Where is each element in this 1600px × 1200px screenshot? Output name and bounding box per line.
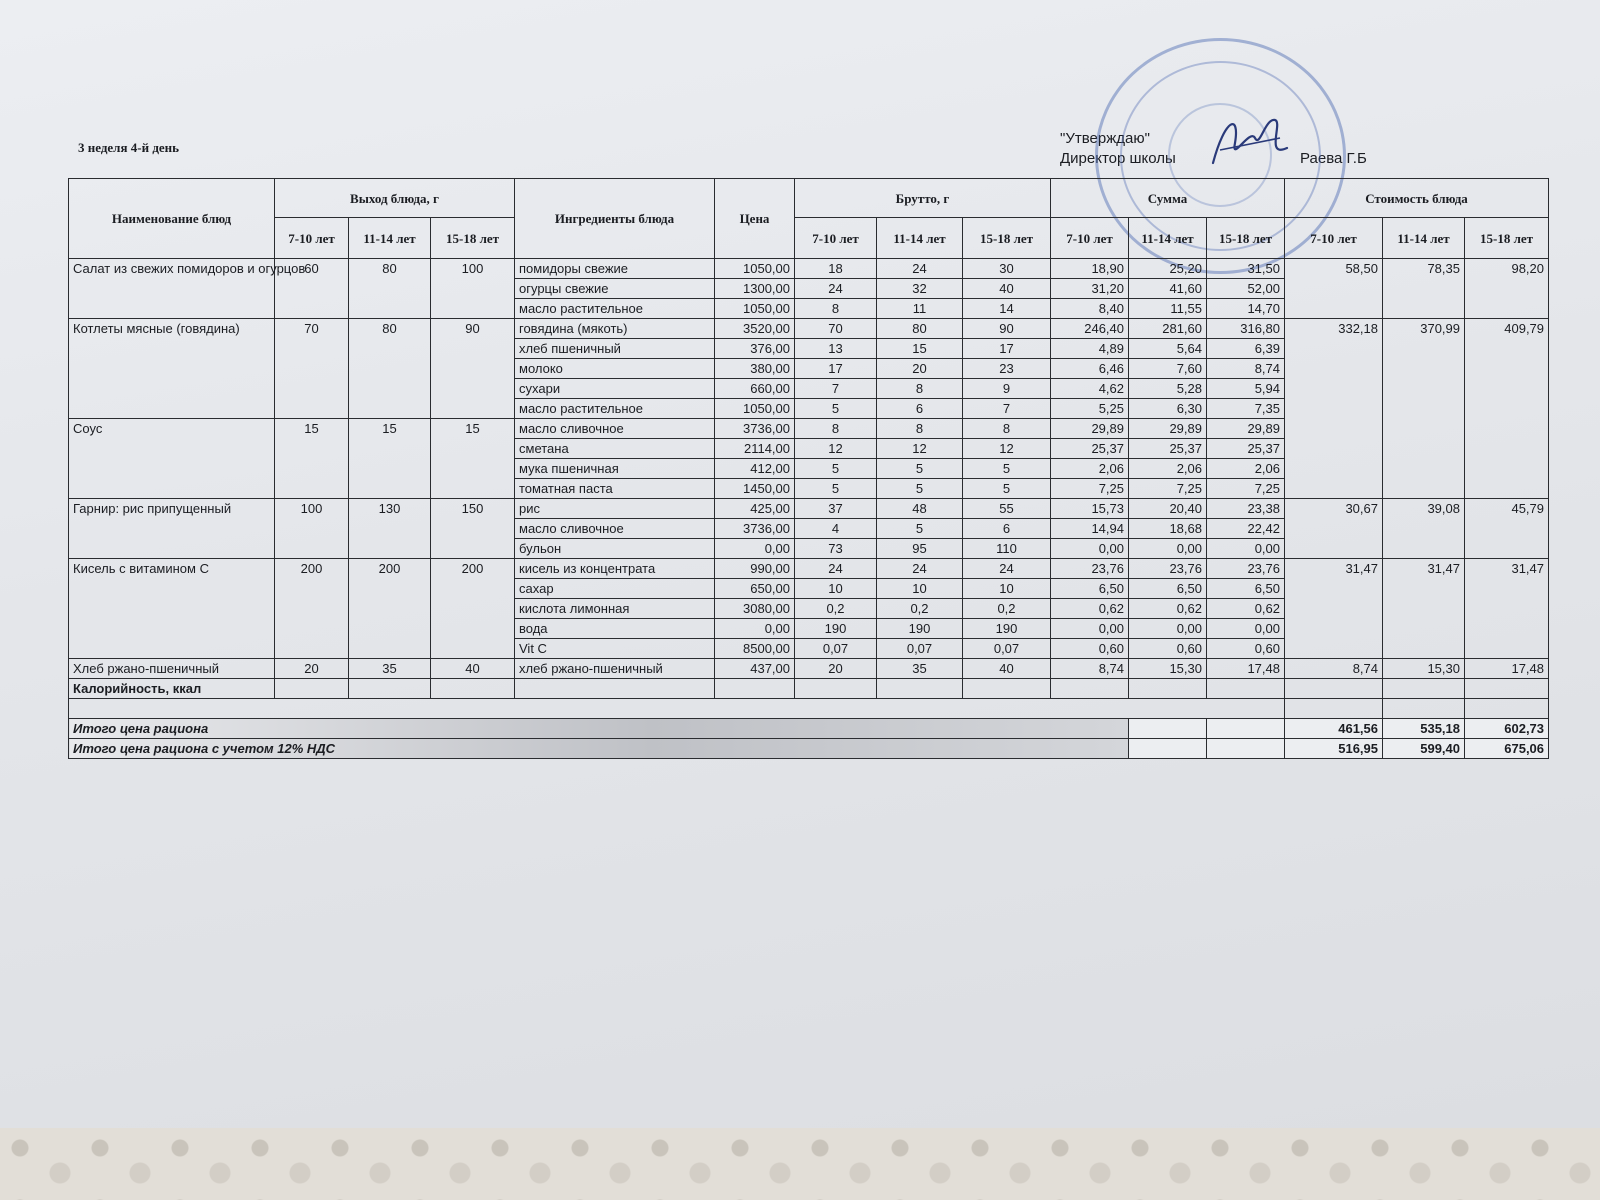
brutto-value: 18 — [795, 259, 877, 279]
col-output-header: Выход блюда, г — [275, 179, 515, 218]
table-row — [69, 659, 1549, 679]
ingredient-name: рис — [515, 499, 715, 519]
calories-row — [69, 679, 1549, 699]
brutto-value: 95 — [877, 539, 963, 559]
dish-output: 15 — [431, 419, 515, 499]
sum-value: 2,06 — [1051, 459, 1129, 479]
brutto-value: 9 — [963, 379, 1051, 399]
sum-value: 29,89 — [1051, 419, 1129, 439]
empty-cell — [1465, 679, 1549, 699]
ingredient-name: бульон — [515, 539, 715, 559]
ingredient-name: кисель из концентрата — [515, 559, 715, 579]
age-header: 7-10 лет — [1051, 218, 1129, 259]
sum-value: 7,25 — [1207, 479, 1285, 499]
menu-body — [69, 259, 1549, 759]
dish-cost: 39,08 — [1383, 499, 1465, 559]
sum-value: 7,60 — [1129, 359, 1207, 379]
brutto-value: 20 — [877, 359, 963, 379]
ingredient-name: сметана — [515, 439, 715, 459]
empty-cell — [1207, 739, 1285, 759]
sum-value: 6,46 — [1051, 359, 1129, 379]
brutto-value: 10 — [877, 579, 963, 599]
ingredient-price: 650,00 — [715, 579, 795, 599]
age-header: 11-14 лет — [1129, 218, 1207, 259]
dish-output: 80 — [349, 259, 431, 319]
dish-output: 60 — [275, 259, 349, 319]
brutto-value: 10 — [795, 579, 877, 599]
empty-cell — [795, 679, 877, 699]
ingredient-price: 425,00 — [715, 499, 795, 519]
dish-cost: 31,47 — [1285, 559, 1383, 659]
brutto-value: 5 — [963, 479, 1051, 499]
dish-cost: 31,47 — [1383, 559, 1465, 659]
sum-value: 15,30 — [1129, 659, 1207, 679]
dish-output: 15 — [349, 419, 431, 499]
sum-value: 246,40 — [1051, 319, 1129, 339]
empty-cell — [1207, 719, 1285, 739]
dish-cost: 78,35 — [1383, 259, 1465, 319]
sum-value: 22,42 — [1207, 519, 1285, 539]
brutto-value: 0,07 — [795, 639, 877, 659]
dish-name: Кисель с витамином С — [69, 559, 275, 659]
ingredient-name: вода — [515, 619, 715, 639]
ingredient-price: 0,00 — [715, 619, 795, 639]
dish-cost: 30,67 — [1285, 499, 1383, 559]
sum-value: 31,50 — [1207, 259, 1285, 279]
brutto-value: 70 — [795, 319, 877, 339]
brutto-value: 48 — [877, 499, 963, 519]
empty-cell — [1051, 679, 1129, 699]
dish-output: 150 — [431, 499, 515, 559]
dish-output: 200 — [275, 559, 349, 659]
sum-value: 0,62 — [1051, 599, 1129, 619]
total-value: 599,40 — [1383, 739, 1465, 759]
ingredient-price: 8500,00 — [715, 639, 795, 659]
dish-output: 100 — [431, 259, 515, 319]
sum-value: 25,37 — [1207, 439, 1285, 459]
sum-value: 2,06 — [1207, 459, 1285, 479]
sum-value: 29,89 — [1129, 419, 1207, 439]
sum-value: 6,50 — [1207, 579, 1285, 599]
ingredient-price: 1450,00 — [715, 479, 795, 499]
dish-name: Котлеты мясные (говядина) — [69, 319, 275, 419]
empty-cell — [1465, 699, 1549, 719]
brutto-value: 20 — [795, 659, 877, 679]
total-value: 602,73 — [1465, 719, 1549, 739]
menu-table — [68, 178, 1549, 759]
dish-output: 90 — [431, 319, 515, 419]
ingredient-name: сахар — [515, 579, 715, 599]
sum-value: 0,00 — [1207, 539, 1285, 559]
brutto-value: 8 — [877, 419, 963, 439]
empty-cell — [877, 679, 963, 699]
brutto-value: 13 — [795, 339, 877, 359]
sum-value: 8,40 — [1051, 299, 1129, 319]
col-price-header: Цена — [715, 179, 795, 259]
sum-value: 8,74 — [1051, 659, 1129, 679]
empty-cell — [349, 679, 431, 699]
sum-value: 7,25 — [1051, 479, 1129, 499]
ingredient-name: мука пшеничная — [515, 459, 715, 479]
age-header: 7-10 лет — [1285, 218, 1383, 259]
brutto-value: 8 — [795, 299, 877, 319]
ingredient-name: помидоры свежие — [515, 259, 715, 279]
dish-output: 100 — [275, 499, 349, 559]
sum-value: 23,76 — [1051, 559, 1129, 579]
ingredient-name: масло сливочное — [515, 519, 715, 539]
dish-cost: 332,18 — [1285, 319, 1383, 499]
sum-value: 25,20 — [1129, 259, 1207, 279]
sum-value: 6,39 — [1207, 339, 1285, 359]
sum-value: 20,40 — [1129, 499, 1207, 519]
ingredient-price: 1300,00 — [715, 279, 795, 299]
empty-cell — [69, 699, 1285, 719]
brutto-value: 190 — [963, 619, 1051, 639]
sum-value: 29,89 — [1207, 419, 1285, 439]
brutto-value: 110 — [963, 539, 1051, 559]
sum-value: 0,62 — [1129, 599, 1207, 619]
sum-value: 5,28 — [1129, 379, 1207, 399]
dish-cost: 409,79 — [1465, 319, 1549, 499]
brutto-value: 17 — [963, 339, 1051, 359]
sum-value: 4,62 — [1051, 379, 1129, 399]
brutto-value: 11 — [877, 299, 963, 319]
sum-value: 0,60 — [1129, 639, 1207, 659]
dish-output: 35 — [349, 659, 431, 679]
sum-value: 7,35 — [1207, 399, 1285, 419]
total-value: 535,18 — [1383, 719, 1465, 739]
brutto-value: 10 — [963, 579, 1051, 599]
ingredient-price: 3736,00 — [715, 419, 795, 439]
brutto-value: 12 — [877, 439, 963, 459]
ingredient-name: огурцы свежие — [515, 279, 715, 299]
brutto-value: 24 — [877, 259, 963, 279]
table-row — [69, 559, 1549, 579]
total-value: 516,95 — [1285, 739, 1383, 759]
brutto-value: 24 — [795, 279, 877, 299]
ingredient-name: хлеб пшеничный — [515, 339, 715, 359]
total-value: 461,56 — [1285, 719, 1383, 739]
empty-cell — [1129, 719, 1207, 739]
empty-cell — [515, 679, 715, 699]
total-row — [69, 739, 1549, 759]
sum-value: 52,00 — [1207, 279, 1285, 299]
ingredient-name: хлеб ржано-пшеничный — [515, 659, 715, 679]
col-brutto-header: Брутто, г — [795, 179, 1051, 218]
table-row — [69, 319, 1549, 339]
brutto-value: 80 — [877, 319, 963, 339]
brutto-value: 5 — [795, 479, 877, 499]
sum-value: 8,74 — [1207, 359, 1285, 379]
brutto-value: 0,2 — [795, 599, 877, 619]
total-label: Итого цена рациона с учетом 12% НДС — [69, 739, 1129, 759]
sum-value: 5,94 — [1207, 379, 1285, 399]
brutto-value: 0,07 — [963, 639, 1051, 659]
dish-cost: 370,99 — [1383, 319, 1465, 499]
sum-value: 18,90 — [1051, 259, 1129, 279]
sum-value: 23,76 — [1129, 559, 1207, 579]
ingredient-name: молоко — [515, 359, 715, 379]
sum-value: 316,80 — [1207, 319, 1285, 339]
total-label: Итого цена рациона — [69, 719, 1129, 739]
sum-value: 7,25 — [1129, 479, 1207, 499]
brutto-value: 7 — [963, 399, 1051, 419]
age-header: 15-18 лет — [1207, 218, 1285, 259]
approve-label: "Утверждаю" — [1060, 130, 1150, 147]
ingredient-name: сухари — [515, 379, 715, 399]
ingredient-price: 376,00 — [715, 339, 795, 359]
director-label: Директор школы — [1060, 150, 1176, 167]
brutto-value: 40 — [963, 279, 1051, 299]
ingredient-price: 3080,00 — [715, 599, 795, 619]
director-name: Раева Г.Б — [1300, 150, 1367, 167]
ingredient-price: 1050,00 — [715, 299, 795, 319]
col-cost-header: Стоимость блюда — [1285, 179, 1549, 218]
ingredient-name: говядина (мякоть) — [515, 319, 715, 339]
sum-value: 14,94 — [1051, 519, 1129, 539]
ingredient-name: кислота лимонная — [515, 599, 715, 619]
empty-cell — [1383, 679, 1465, 699]
brutto-value: 5 — [963, 459, 1051, 479]
ingredient-price: 412,00 — [715, 459, 795, 479]
total-value: 675,06 — [1465, 739, 1549, 759]
sum-value: 6,50 — [1129, 579, 1207, 599]
dish-cost: 58,50 — [1285, 259, 1383, 319]
dish-name: Салат из свежих помидоров и огурцов — [69, 259, 275, 319]
total-row — [69, 719, 1549, 739]
sum-value: 0,00 — [1129, 619, 1207, 639]
empty-cell — [963, 679, 1051, 699]
ingredient-price: 1050,00 — [715, 399, 795, 419]
sum-value: 23,38 — [1207, 499, 1285, 519]
ingredient-name: томатная паста — [515, 479, 715, 499]
brutto-value: 0,2 — [877, 599, 963, 619]
sum-value: 31,20 — [1051, 279, 1129, 299]
sum-value: 11,55 — [1129, 299, 1207, 319]
empty-cell — [1129, 739, 1207, 759]
empty-cell — [275, 679, 349, 699]
brutto-value: 0,2 — [963, 599, 1051, 619]
brutto-value: 12 — [963, 439, 1051, 459]
brutto-value: 73 — [795, 539, 877, 559]
dish-cost: 45,79 — [1465, 499, 1549, 559]
brutto-value: 7 — [795, 379, 877, 399]
table-row — [69, 259, 1549, 279]
page-title: 3 неделя 4-й день — [78, 140, 180, 155]
dish-output: 20 — [275, 659, 349, 679]
sum-value: 0,00 — [1051, 619, 1129, 639]
dish-cost: 98,20 — [1465, 259, 1549, 319]
sum-value: 15,73 — [1051, 499, 1129, 519]
brutto-value: 55 — [963, 499, 1051, 519]
dish-output: 80 — [349, 319, 431, 419]
dish-name: Хлеб ржано-пшеничный — [69, 659, 275, 679]
brutto-value: 14 — [963, 299, 1051, 319]
brutto-value: 5 — [877, 459, 963, 479]
sum-value: 2,06 — [1129, 459, 1207, 479]
sum-value: 18,68 — [1129, 519, 1207, 539]
age-header: 11-14 лет — [349, 218, 431, 259]
table-row — [69, 499, 1549, 519]
brutto-value: 6 — [877, 399, 963, 419]
age-header: 15-18 лет — [1465, 218, 1549, 259]
age-header: 7-10 лет — [275, 218, 349, 259]
age-header: 7-10 лет — [795, 218, 877, 259]
col-sum-header: Сумма — [1051, 179, 1285, 218]
dish-output: 40 — [431, 659, 515, 679]
brutto-value: 23 — [963, 359, 1051, 379]
brutto-value: 190 — [877, 619, 963, 639]
sum-value: 4,89 — [1051, 339, 1129, 359]
dish-output: 130 — [349, 499, 431, 559]
brutto-value: 8 — [963, 419, 1051, 439]
brutto-value: 24 — [963, 559, 1051, 579]
ingredient-price: 990,00 — [715, 559, 795, 579]
dish-output: 15 — [275, 419, 349, 499]
brutto-value: 8 — [795, 419, 877, 439]
dish-output: 70 — [275, 319, 349, 419]
ingredient-price: 2114,00 — [715, 439, 795, 459]
sum-value: 25,37 — [1051, 439, 1129, 459]
sum-value: 5,25 — [1051, 399, 1129, 419]
sum-value: 0,00 — [1129, 539, 1207, 559]
empty-cell — [1383, 699, 1465, 719]
ingredient-name: масло сливочное — [515, 419, 715, 439]
brutto-value: 0,07 — [877, 639, 963, 659]
ingredient-price: 380,00 — [715, 359, 795, 379]
dish-output: 200 — [349, 559, 431, 659]
approval-block — [1060, 129, 1367, 169]
sum-value: 23,76 — [1207, 559, 1285, 579]
brutto-value: 5 — [877, 479, 963, 499]
ingredient-price: 1050,00 — [715, 259, 795, 279]
brutto-value: 37 — [795, 499, 877, 519]
ingredient-name: масло растительное — [515, 299, 715, 319]
dish-cost: 17,48 — [1465, 659, 1549, 679]
brutto-value: 15 — [877, 339, 963, 359]
sum-value: 14,70 — [1207, 299, 1285, 319]
empty-cell — [431, 679, 515, 699]
ingredient-price: 3736,00 — [715, 519, 795, 539]
tablecloth-background — [0, 1128, 1600, 1200]
age-header: 11-14 лет — [877, 218, 963, 259]
dish-name: Соус — [69, 419, 275, 499]
dish-cost: 8,74 — [1285, 659, 1383, 679]
brutto-value: 5 — [795, 399, 877, 419]
sum-value: 0,60 — [1207, 639, 1285, 659]
col-dish-header: Наименование блюд — [69, 179, 275, 259]
ingredient-name: Vit C — [515, 639, 715, 659]
brutto-value: 40 — [963, 659, 1051, 679]
brutto-value: 190 — [795, 619, 877, 639]
ingredient-price: 660,00 — [715, 379, 795, 399]
ingredient-price: 3520,00 — [715, 319, 795, 339]
brutto-value: 17 — [795, 359, 877, 379]
brutto-value: 90 — [963, 319, 1051, 339]
ingredient-price: 437,00 — [715, 659, 795, 679]
blank-row — [69, 699, 1549, 719]
sum-value: 5,64 — [1129, 339, 1207, 359]
sum-value: 6,30 — [1129, 399, 1207, 419]
brutto-value: 5 — [795, 459, 877, 479]
ingredient-name: масло растительное — [515, 399, 715, 419]
dish-cost: 15,30 — [1383, 659, 1465, 679]
brutto-value: 12 — [795, 439, 877, 459]
brutto-value: 5 — [877, 519, 963, 539]
empty-cell — [1129, 679, 1207, 699]
sum-value: 25,37 — [1129, 439, 1207, 459]
sum-value: 0,00 — [1051, 539, 1129, 559]
brutto-value: 30 — [963, 259, 1051, 279]
sum-value: 17,48 — [1207, 659, 1285, 679]
sum-value: 0,62 — [1207, 599, 1285, 619]
dish-name: Гарнир: рис припущенный — [69, 499, 275, 559]
age-header: 15-18 лет — [963, 218, 1051, 259]
col-ingredients-header: Ингредиенты блюда — [515, 179, 715, 259]
calories-label: Калорийность, ккал — [69, 679, 275, 699]
age-header: 11-14 лет — [1383, 218, 1465, 259]
empty-cell — [1285, 699, 1383, 719]
sum-value: 0,60 — [1051, 639, 1129, 659]
dish-cost: 31,47 — [1465, 559, 1549, 659]
ingredient-price: 0,00 — [715, 539, 795, 559]
sum-value: 41,60 — [1129, 279, 1207, 299]
sum-value: 6,50 — [1051, 579, 1129, 599]
dish-output: 200 — [431, 559, 515, 659]
brutto-value: 35 — [877, 659, 963, 679]
sum-value: 0,00 — [1207, 619, 1285, 639]
brutto-value: 6 — [963, 519, 1051, 539]
brutto-value: 24 — [877, 559, 963, 579]
empty-cell — [1207, 679, 1285, 699]
empty-cell — [715, 679, 795, 699]
brutto-value: 32 — [877, 279, 963, 299]
brutto-value: 4 — [795, 519, 877, 539]
empty-cell — [1285, 679, 1383, 699]
sum-value: 281,60 — [1129, 319, 1207, 339]
brutto-value: 24 — [795, 559, 877, 579]
age-header: 15-18 лет — [431, 218, 515, 259]
brutto-value: 8 — [877, 379, 963, 399]
